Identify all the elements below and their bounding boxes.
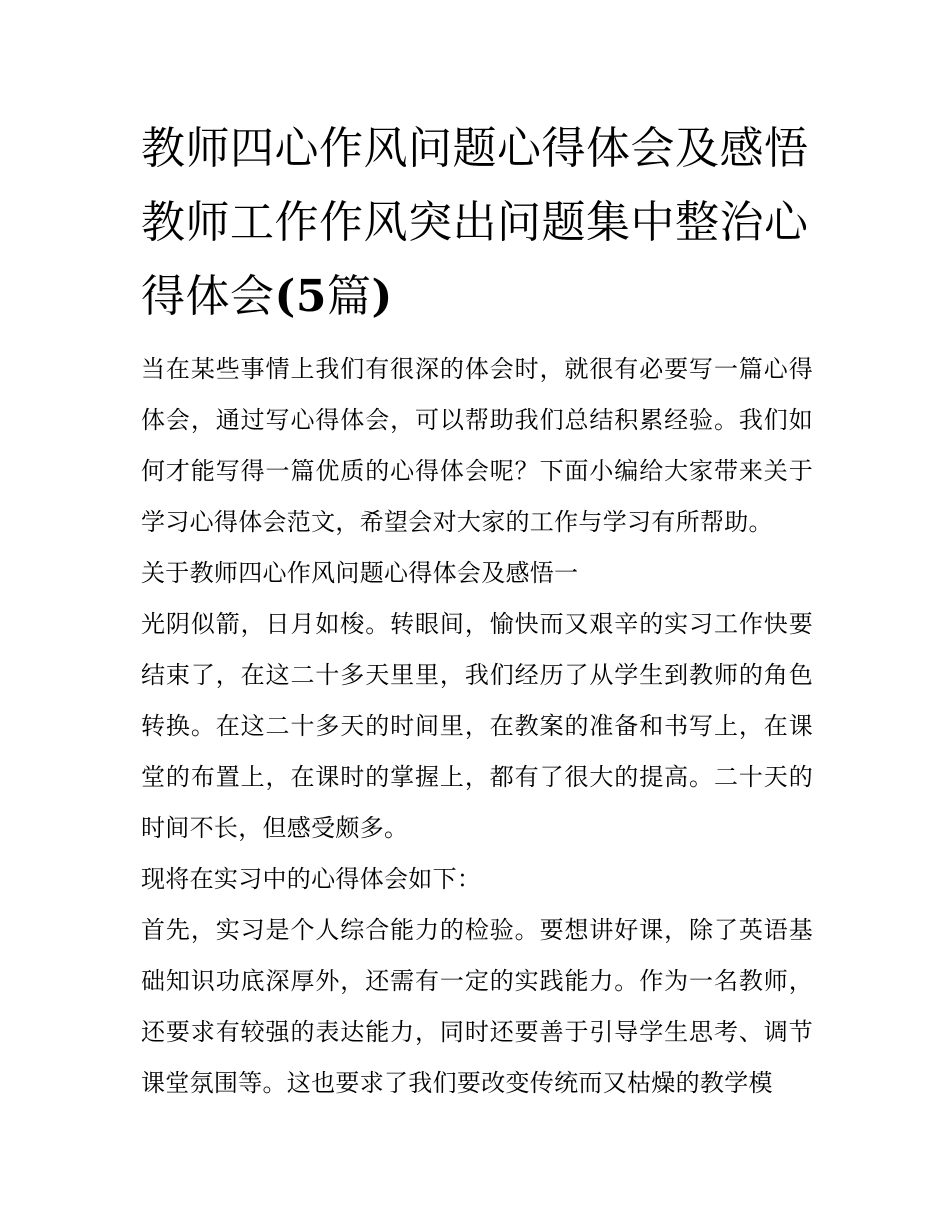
document-title: 教师四心作风问题心得体会及感悟 教师工作作风突出问题集中整治心得体会(5篇) (141, 123, 809, 322)
section-heading: 关于教师四心作风问题心得体会及感悟一 (141, 559, 579, 587)
intro-paragraph: 当在某些事情上我们有很深的体会时，就很有必要写一篇心得体会，通过写心得体会，可以帮助我们总结积累经验。我们如何才能写得一篇优质的心得体会呢？下面小编给大家带来关于学习心得体会范文，希望会对大家的工作与学习有所帮助。 (141, 355, 813, 536)
body-paragraph: 首先，实习是个人综合能力的检验。要想讲好课，除了英语基础知识功底深厚外，还需有一定的实践能力。作为一名教师，还要求有较强的表达能力，同时还要善于引导学生思考、调节课堂氛围等。这也要求了我们要改变传统而又枯燥的教学模 (141, 916, 813, 1097)
document-body (141, 112, 813, 1109)
body-paragraph: 现将在实习中的心得体会如下： (141, 865, 482, 893)
body-paragraph: 光阴似箭，日月如梭。转眼间，愉快而又艰辛的实习工作快要结束了，在这二十多天里里，我们经历了从学生到教师的角色转换。在这二十多天的时间里，在教案的准备和书写上，在课堂的布置上，在课时的掌握上，都有了很大的提高。二十天的时间不长，但感受颇多。 (141, 610, 813, 842)
